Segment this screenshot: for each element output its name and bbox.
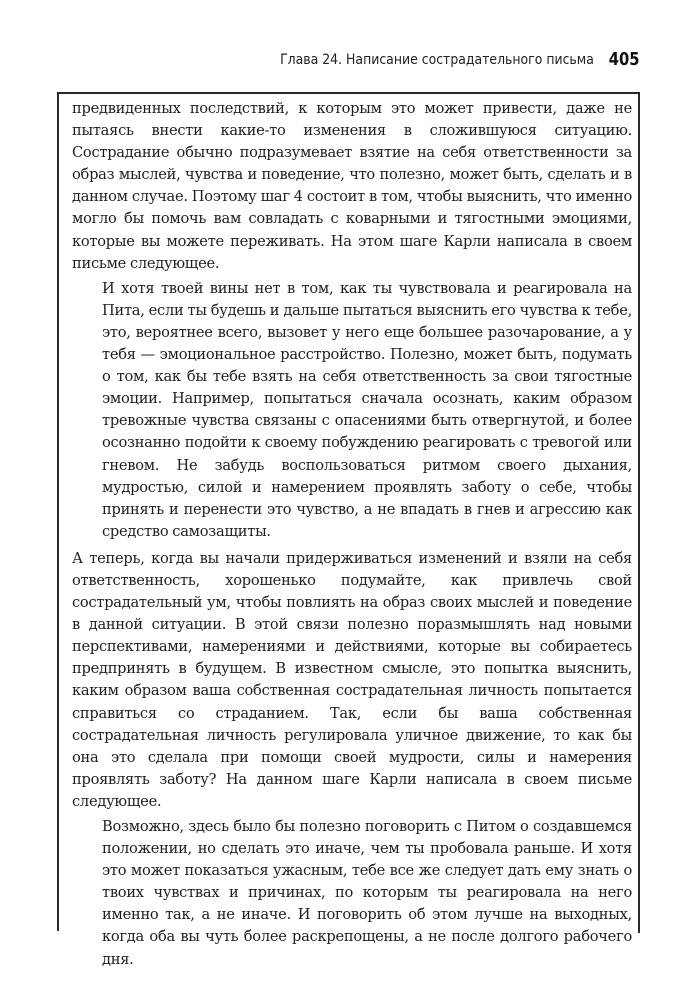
- left-margin-rule: [57, 93, 59, 931]
- letter-excerpt-1: И хотя твоей вины нет в том, как ты чувствовала и реагировала на Пита, если ты будешь и дальше пытаться выяснить его чувства к тебе, это, вероятнее всего, вызовет у него еще большее разочарование, а у тебя — эмоциональное расстройство. Полезно, может быть, подумать о том, как бы тебе взять на себя ответственность за свои тягостные эмоции. Например, попытаться сначала осознать, каким образом тревожные чувства связаны с опасениями быть отвергнутой, и более осознанно подойти к своему побуждению реагировать с тревогой или гневом. Не забудь воспользоваться ритмом своего дыхания, мудростью, силой и намерением проявлять заботу о себе, чтобы принять и перенести это чувство, а не впадать в гнев и агрессию как средство самозащиты.: [102, 279, 632, 540]
- paragraph-1: предвиденных последствий, к которым это может привести, даже не пытаясь внести какие-то изменения в сложившуюся ситуацию. Сострадание обычно подразумевает взятие на себя ответственности за образ мыслей, чувства и поведение, что полезно, может быть, сделать и в данном случае. Поэтому шаг 4 состоит в том, чтобы выяснить, что именно могло бы помочь вам совладать с коварными и тягостными эмоциями, которые вы можете переживать. На этом шаге Карли написала в своем письме следующее.: [72, 100, 632, 272]
- page-number: 405: [609, 49, 640, 70]
- right-margin-rule: [638, 93, 640, 933]
- page-body: [72, 98, 632, 976]
- paragraph-2: А теперь, когда вы начали придерживаться изменений и взяли на себя ответственность, хорошенько подумайте, как привлечь свой сострадательный ум, чтобы повлиять на образ своих мыслей и поведение в данной ситуации. В этой связи полезно поразмышлять над новыми перспективами, намерениями и действиями, которые вы собираетесь предпринять в будущем. В известном смысле, это попытка выяснить, каким образом ваша собственная сострадательная личность попытается справиться со страданием. Так, если бы ваша собственная сострадательная личность регулировала уличное движение, то как бы она это сделала при помощи своей мудрости, силы и намерения проявлять заботу? На данном шаге Карли написала в своем письме следующее.: [72, 549, 632, 810]
- letter-excerpt-2: Возможно, здесь было бы полезно поговорить с Питом о создавшемся положении, но сделать это иначе, чем ты пробовала раньше. И хотя это может показаться ужасным, тебе все же следует дать ему знать о твоих чувствах и причинах, по которым ты реагировала на него именно так, а не иначе. И поговорить об этом лучше на выходных, когда оба вы чуть более раскрепощены, а не после долгого рабочего дня.: [102, 818, 632, 968]
- running-header: [0, 48, 640, 76]
- header-rule: [57, 92, 640, 94]
- chapter-title: Глава 24. Написание сострадательного письма: [280, 52, 594, 68]
